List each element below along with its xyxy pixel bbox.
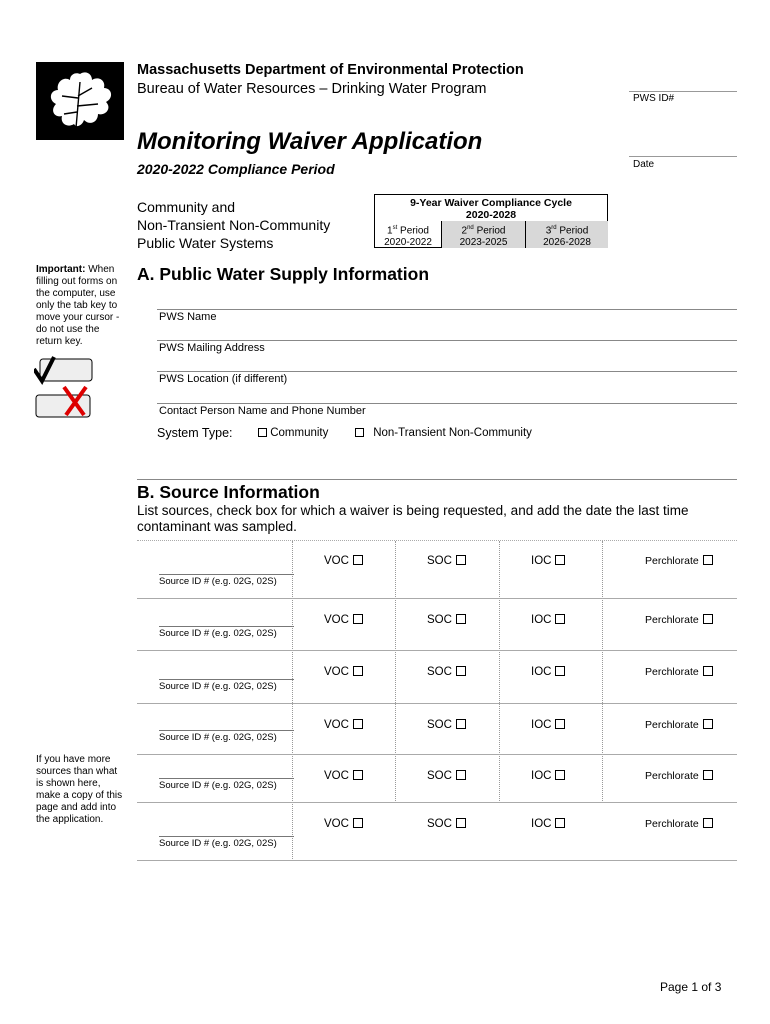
ioc-label: IOC (531, 719, 552, 731)
period-num: 3 (545, 225, 552, 237)
perchlorate-label: Perchlorate (645, 666, 699, 678)
source-id-label: Source ID # (e.g. 02G, 02S) (159, 681, 277, 692)
page-number: Page 1 of 3 (660, 980, 722, 994)
ioc-waiver-option[interactable] (531, 555, 565, 567)
system-type-line-3: Public Water Systems (137, 235, 274, 251)
soc-label: SOC (427, 818, 452, 830)
ioc-checkbox[interactable] (555, 770, 565, 780)
community-label: Community (270, 427, 329, 439)
massdep-logo (36, 62, 124, 140)
perchlorate-waiver-option[interactable] (645, 666, 713, 678)
important-text: When filling out forms on the computer, use only the tab key to move your cursor - do not use the return key. (36, 264, 120, 347)
ioc-waiver-option[interactable] (531, 666, 565, 678)
ioc-waiver-option[interactable] (531, 719, 565, 731)
system-type-line-2: Non-Transient Non-Community (137, 217, 331, 233)
voc-label: VOC (324, 719, 349, 731)
source-id-field[interactable] (159, 730, 294, 731)
ioc-label: IOC (531, 614, 552, 626)
voc-waiver-option[interactable] (324, 555, 363, 567)
section-a-title: A. Public Water Supply Information (137, 264, 430, 284)
period-suffix: rd (551, 225, 557, 231)
voc-label: VOC (324, 614, 349, 626)
soc-waiver-option[interactable] (427, 818, 466, 830)
oak-leaf-icon (42, 68, 118, 134)
pws-name-label: PWS Name (159, 311, 217, 323)
soc-label: SOC (427, 666, 452, 678)
source-row (137, 540, 737, 599)
perchlorate-label: Perchlorate (645, 614, 699, 626)
perchlorate-waiver-option[interactable] (645, 719, 713, 731)
soc-label: SOC (427, 555, 452, 567)
soc-waiver-option[interactable] (427, 770, 466, 782)
period-num: 2 (461, 225, 468, 237)
perchlorate-waiver-option[interactable] (645, 818, 713, 830)
period-label: Period (400, 225, 429, 237)
pws-name-field[interactable] (157, 309, 737, 310)
source-id-label: Source ID # (e.g. 02G, 02S) (159, 628, 277, 639)
soc-waiver-option[interactable] (427, 614, 466, 626)
community-option[interactable] (258, 427, 328, 439)
source-row (137, 703, 737, 755)
more-sources-note: If you have more sources than what is shown here, make a copy of this page and add into the application. (36, 754, 123, 825)
perchlorate-label: Perchlorate (645, 818, 699, 830)
pws-mailing-address-field[interactable] (157, 340, 737, 341)
contact-person-label: Contact Person Name and Phone Number (159, 405, 366, 417)
source-id-field[interactable] (159, 836, 294, 837)
period-label: Period (559, 225, 589, 237)
voc-label: VOC (324, 818, 349, 830)
pws-id-field[interactable] (629, 91, 737, 92)
soc-checkbox[interactable] (456, 614, 466, 624)
period-label: Period (476, 225, 506, 237)
ioc-checkbox[interactable] (555, 818, 565, 828)
soc-label: SOC (427, 614, 452, 626)
source-id-field[interactable] (159, 778, 294, 779)
ioc-label: IOC (531, 770, 552, 782)
system-type-label: System Type: (157, 426, 233, 440)
pws-mailing-address-label: PWS Mailing Address (159, 342, 265, 354)
source-row (137, 650, 737, 704)
ioc-label: IOC (531, 666, 552, 678)
cycle-period-3 (525, 221, 608, 248)
source-id-field[interactable] (159, 626, 294, 627)
ntnc-label: Non-Transient Non-Community (373, 427, 532, 439)
voc-checkbox[interactable] (353, 818, 363, 828)
soc-checkbox[interactable] (456, 719, 466, 729)
voc-waiver-option[interactable] (324, 719, 363, 731)
ioc-checkbox[interactable] (555, 666, 565, 676)
period-years: 2026-2028 (543, 237, 591, 249)
soc-checkbox[interactable] (456, 555, 466, 565)
agency-name: Massachusetts Department of Environmental Protection (137, 62, 524, 78)
community-checkbox[interactable] (258, 428, 267, 437)
perchlorate-checkbox[interactable] (703, 666, 713, 676)
soc-checkbox[interactable] (456, 666, 466, 676)
voc-label: VOC (324, 666, 349, 678)
ntnc-option[interactable] (355, 427, 532, 439)
source-id-label: Source ID # (e.g. 02G, 02S) (159, 838, 277, 849)
voc-checkbox[interactable] (353, 770, 363, 780)
ioc-checkbox[interactable] (555, 614, 565, 624)
date-label: Date (633, 159, 655, 170)
soc-label: SOC (427, 719, 452, 731)
soc-label: SOC (427, 770, 452, 782)
soc-waiver-option[interactable] (427, 719, 466, 731)
perchlorate-label: Perchlorate (645, 719, 699, 731)
cycle-years: 2020-2028 (465, 209, 517, 221)
pws-location-label: PWS Location (if different) (159, 373, 288, 385)
compliance-period: 2020-2022 Compliance Period (137, 161, 335, 177)
perchlorate-checkbox[interactable] (703, 719, 713, 729)
voc-waiver-option[interactable] (324, 818, 363, 830)
section-b-divider (137, 479, 737, 480)
voc-checkbox[interactable] (353, 719, 363, 729)
section-b-title: B. Source Information (137, 482, 320, 502)
ioc-label: IOC (531, 555, 552, 567)
perchlorate-checkbox[interactable] (703, 614, 713, 624)
pws-location-field[interactable] (157, 371, 737, 372)
source-id-field[interactable] (159, 574, 294, 575)
period-years: 2023-2025 (459, 237, 508, 249)
waiver-cycle-table (374, 194, 608, 248)
soc-checkbox[interactable] (456, 770, 466, 780)
ioc-checkbox[interactable] (555, 555, 565, 565)
perchlorate-checkbox[interactable] (703, 818, 713, 828)
voc-waiver-option[interactable] (324, 614, 363, 626)
source-row (137, 754, 737, 803)
period-num: 1 (387, 225, 393, 237)
system-types-heading (137, 198, 330, 252)
source-id-field[interactable] (159, 679, 294, 680)
voc-checkbox[interactable] (353, 555, 363, 565)
perchlorate-waiver-option[interactable] (645, 614, 713, 626)
cycle-period-2 (441, 221, 525, 248)
perchlorate-label: Perchlorate (645, 770, 699, 782)
voc-checkbox[interactable] (353, 666, 363, 676)
voc-waiver-option[interactable] (324, 666, 363, 678)
voc-waiver-option[interactable] (324, 770, 363, 782)
source-id-label: Source ID # (e.g. 02G, 02S) (159, 732, 277, 743)
pws-id-label: PWS ID# (633, 93, 675, 104)
source-row (137, 802, 737, 861)
perchlorate-waiver-option[interactable] (645, 555, 713, 567)
soc-waiver-option[interactable] (427, 555, 466, 567)
period-suffix: st (392, 225, 398, 231)
voc-label: VOC (324, 555, 349, 567)
cycle-title: 9-Year Waiver Compliance Cycle (410, 197, 572, 209)
ioc-waiver-option[interactable] (531, 770, 565, 782)
perchlorate-waiver-option[interactable] (645, 770, 713, 782)
cycle-period-1 (375, 221, 441, 248)
contact-person-field[interactable] (157, 403, 737, 404)
perchlorate-label: Perchlorate (645, 555, 699, 567)
important-note (36, 264, 126, 348)
tab-key-check-icon (34, 355, 94, 385)
soc-waiver-option[interactable] (427, 666, 466, 678)
ioc-waiver-option[interactable] (531, 818, 565, 830)
ioc-waiver-option[interactable] (531, 614, 565, 626)
section-b-description: List sources, check box for which a waiver is being requested, and add the date the last time contaminant was sampled. (137, 503, 689, 534)
perchlorate-checkbox[interactable] (703, 770, 713, 780)
source-id-label: Source ID # (e.g. 02G, 02S) (159, 576, 277, 587)
date-field[interactable] (629, 156, 737, 157)
ioc-label: IOC (531, 818, 552, 830)
source-row (137, 598, 737, 651)
soc-checkbox[interactable] (456, 818, 466, 828)
form-title: Monitoring Waiver Application (137, 128, 483, 155)
bureau-name: Bureau of Water Resources – Drinking Water Program (137, 81, 487, 97)
perchlorate-checkbox[interactable] (703, 555, 713, 565)
period-years: 2020-2022 (384, 237, 432, 249)
system-type-line-1: Community and (137, 199, 236, 215)
voc-checkbox[interactable] (353, 614, 363, 624)
period-suffix: nd (467, 225, 474, 231)
source-id-label: Source ID # (e.g. 02G, 02S) (159, 780, 277, 791)
return-key-x-icon (34, 385, 94, 419)
voc-label: VOC (324, 770, 349, 782)
ioc-checkbox[interactable] (555, 719, 565, 729)
important-label: Important: (36, 264, 86, 275)
ntnc-checkbox[interactable] (355, 428, 364, 437)
